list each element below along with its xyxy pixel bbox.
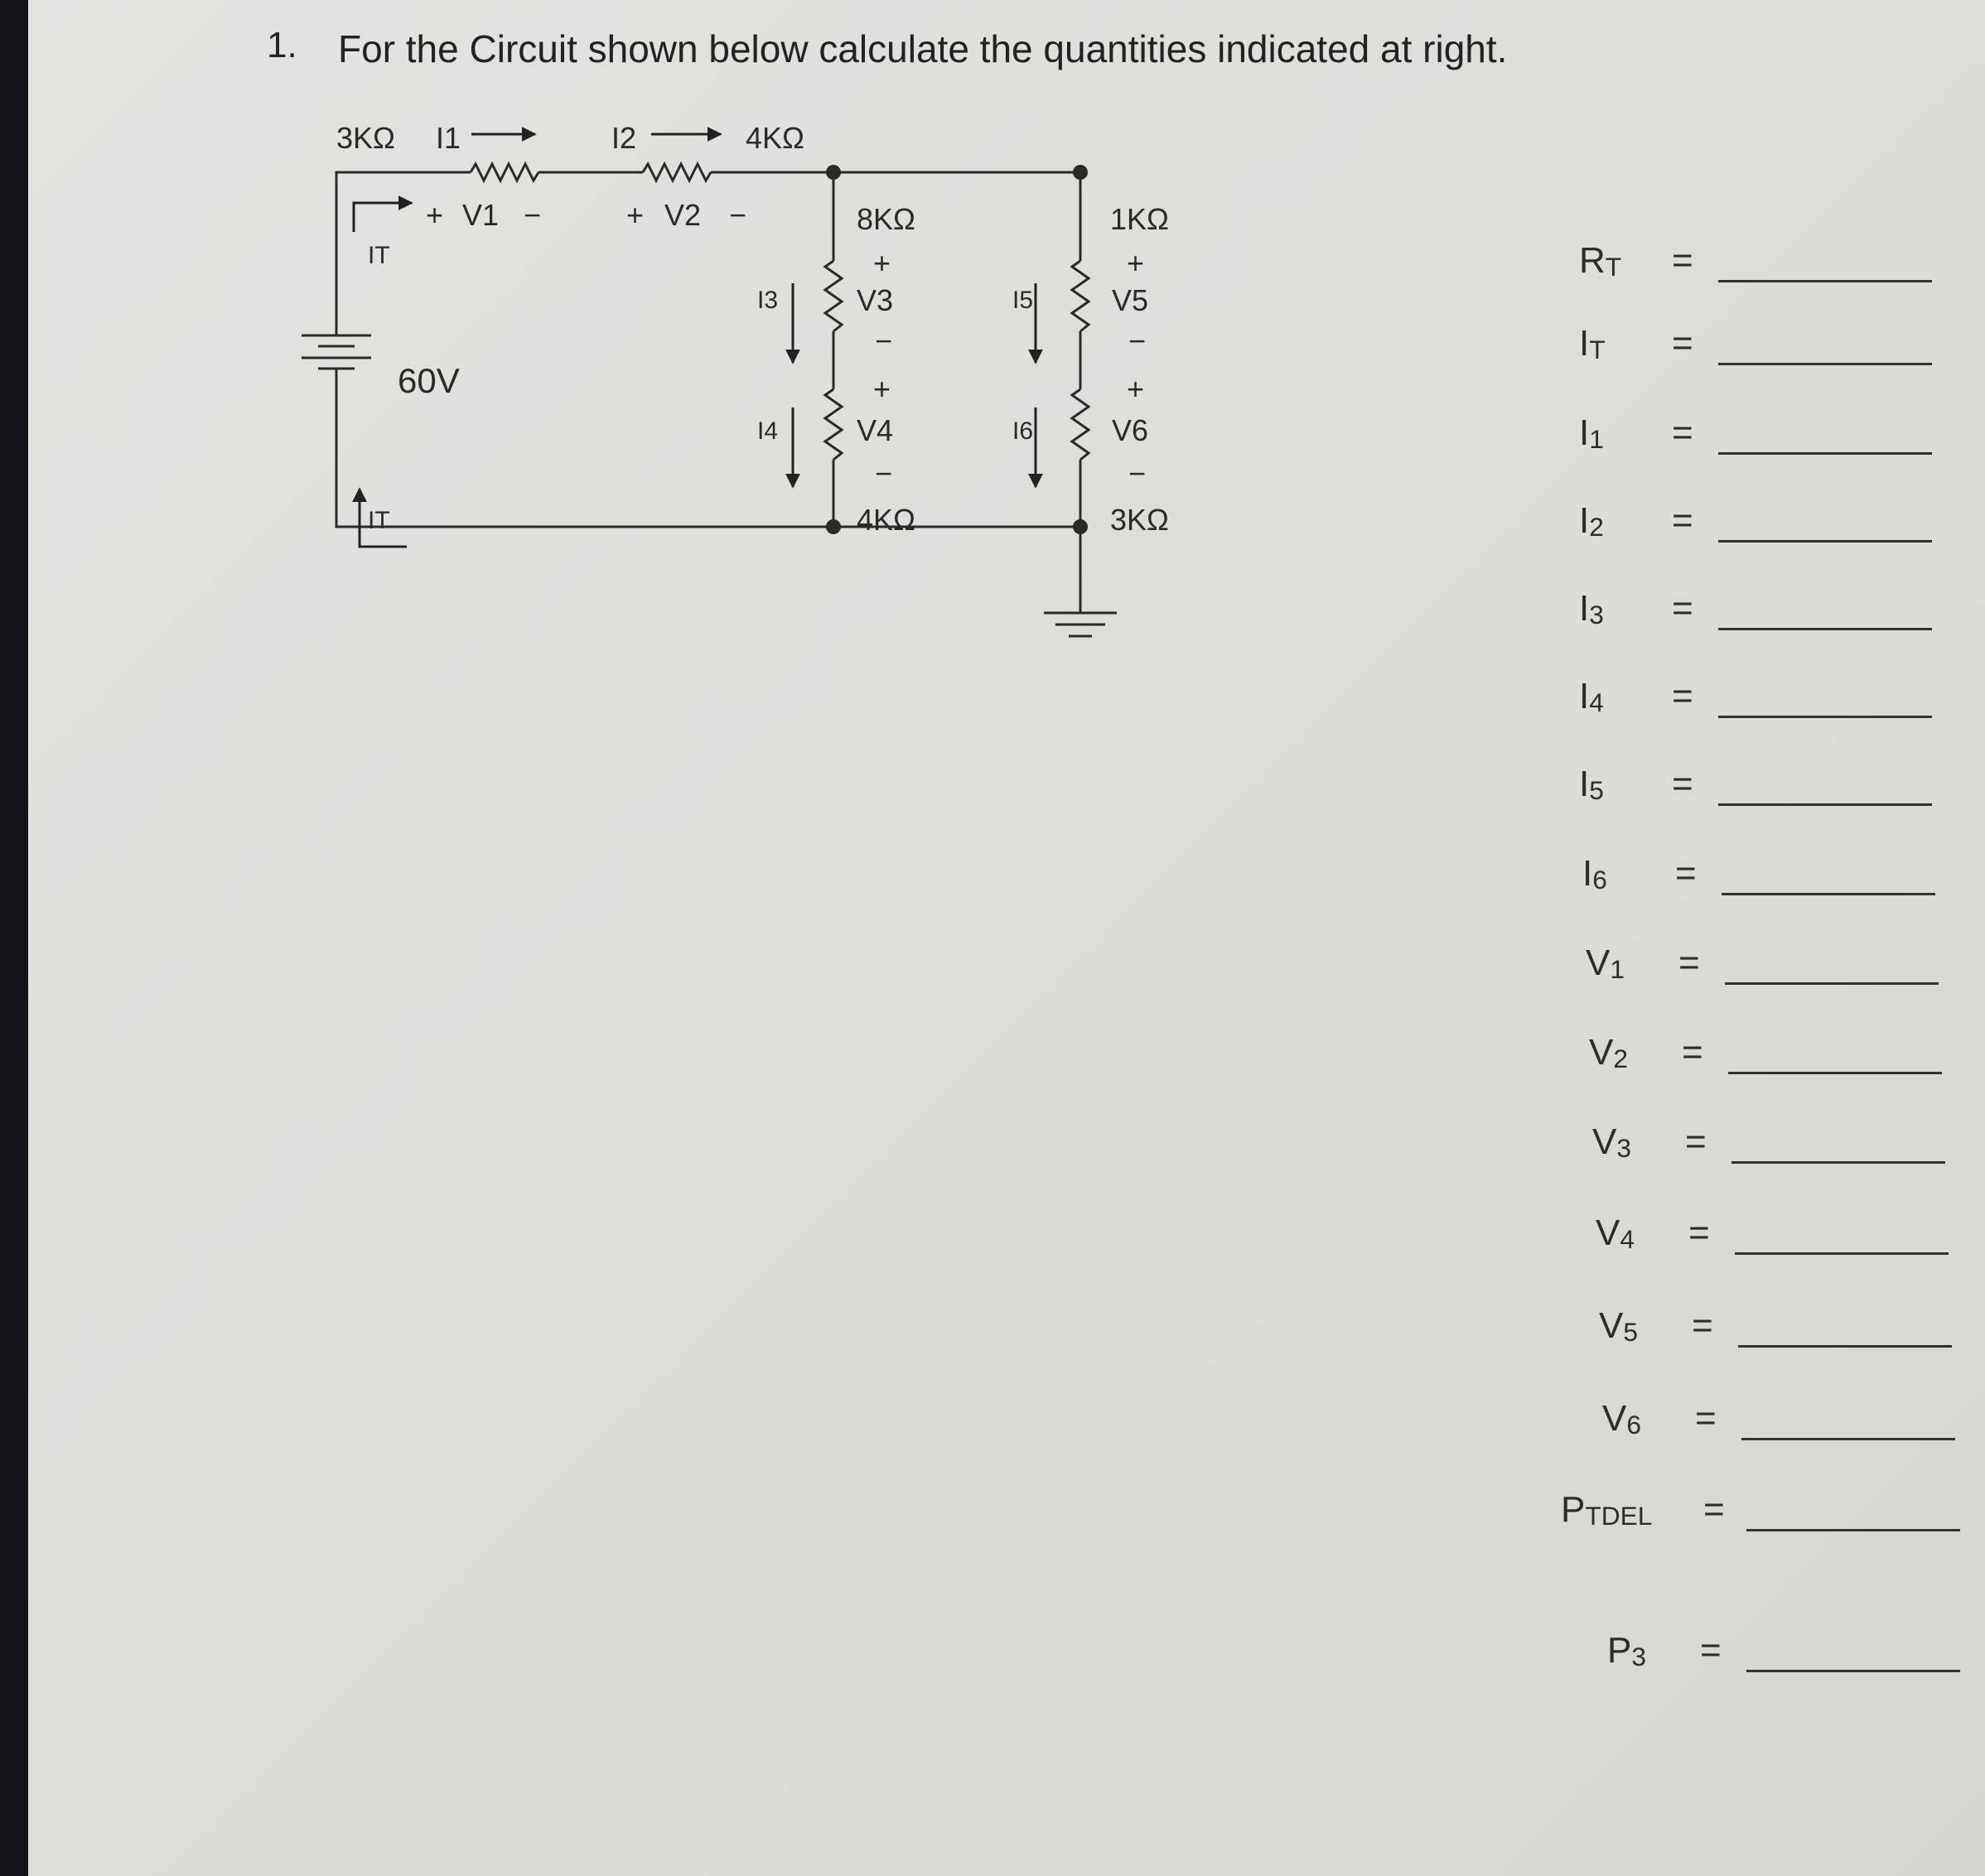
ground-icon — [1044, 613, 1117, 636]
answer-blank[interactable] — [1718, 628, 1932, 630]
resistor-r5 — [1072, 261, 1089, 331]
v4-minus: − — [875, 456, 893, 490]
answer-row-v2 — [1589, 1032, 1962, 1098]
v6-minus: − — [1128, 456, 1147, 490]
equals-sign: = — [1685, 1121, 1707, 1162]
i5-label: I5 — [1012, 287, 1034, 314]
v5-plus: + — [1127, 246, 1145, 280]
answer-blank[interactable] — [1718, 803, 1932, 806]
problem-number: 1. — [267, 25, 297, 65]
arrow-it-top-icon — [354, 203, 412, 232]
r3-value: 8KΩ — [857, 202, 915, 236]
answer-row-i2 — [1579, 500, 1952, 567]
answer-row-v3 — [1592, 1121, 1965, 1188]
answer-blank[interactable] — [1735, 1252, 1949, 1255]
answer-blank[interactable] — [1741, 1438, 1955, 1440]
equals-sign: = — [1695, 1398, 1717, 1439]
v2-label: V2 — [664, 198, 702, 232]
equals-sign: = — [1672, 676, 1693, 716]
resistor-r1 — [471, 164, 539, 181]
r4-value: 4KΩ — [857, 503, 915, 537]
equals-sign: = — [1688, 1213, 1710, 1253]
r6-value: 3KΩ — [1110, 503, 1169, 537]
answer-blank[interactable] — [1718, 280, 1932, 282]
equals-sign: = — [1675, 853, 1697, 894]
r2-value: 4KΩ — [746, 121, 804, 155]
answer-blank[interactable] — [1718, 716, 1932, 718]
answer-blank[interactable] — [1722, 893, 1935, 895]
resistor-r2 — [643, 164, 711, 181]
answer-blank[interactable] — [1731, 1161, 1945, 1164]
answer-label: I2 — [1579, 500, 1604, 542]
answer-label: V1 — [1586, 943, 1625, 984]
answer-row-v4 — [1596, 1213, 1968, 1279]
problem-statement: For the Circuit shown below calculate the quantities indicated at right. — [338, 27, 1508, 70]
answer-label: I3 — [1579, 588, 1604, 629]
v5-minus: − — [1128, 324, 1147, 358]
r1-value: 3KΩ — [336, 121, 395, 155]
worksheet-page — [28, 0, 1985, 1876]
equals-sign: = — [1672, 412, 1693, 453]
answer-blank[interactable] — [1718, 363, 1932, 365]
equals-sign: = — [1672, 240, 1693, 281]
answer-label: I5 — [1579, 764, 1604, 805]
answer-row-v6 — [1602, 1398, 1975, 1464]
answer-row-i6 — [1582, 853, 1955, 919]
answer-blank[interactable] — [1746, 1529, 1960, 1531]
v1-plus: + — [426, 198, 444, 232]
answer-label: RT — [1579, 240, 1622, 282]
v1-label: V1 — [462, 198, 500, 232]
v2-minus: − — [729, 198, 747, 232]
resistor-r4 — [825, 389, 842, 460]
answer-label: V2 — [1589, 1032, 1628, 1073]
it-label-bottom: IT — [368, 507, 390, 534]
v6-label: V6 — [1112, 413, 1149, 447]
answer-row-i5 — [1579, 764, 1952, 830]
v3-plus: + — [873, 246, 891, 280]
equals-sign: = — [1672, 588, 1693, 629]
answer-blank[interactable] — [1746, 1670, 1960, 1672]
junction-bottom-right — [1073, 519, 1088, 534]
answer-row-it — [1579, 323, 1952, 389]
equals-sign: = — [1672, 323, 1693, 364]
answer-blank[interactable] — [1725, 982, 1939, 985]
v6-plus: + — [1127, 372, 1145, 406]
equals-sign: = — [1672, 764, 1693, 804]
i6-label: I6 — [1012, 417, 1034, 445]
answer-label: V4 — [1596, 1213, 1635, 1254]
v3-minus: − — [875, 324, 893, 358]
circuit-diagram — [28, 0, 1354, 712]
answer-row-rt — [1579, 240, 1952, 306]
battery-symbol — [302, 335, 371, 369]
wire-left-top — [336, 172, 471, 335]
equals-sign: = — [1703, 1489, 1725, 1530]
answer-blank[interactable] — [1718, 452, 1932, 455]
equals-sign: = — [1692, 1305, 1713, 1346]
answer-label: PTDEL — [1561, 1489, 1653, 1531]
answer-row-p3 — [1607, 1630, 1980, 1696]
it-label-top: IT — [368, 242, 390, 269]
source-voltage: 60V — [398, 361, 460, 400]
i4-label: I4 — [757, 417, 779, 445]
resistor-r3 — [825, 261, 842, 331]
answer-label: V5 — [1599, 1305, 1638, 1347]
junction-bottom-left — [826, 519, 841, 534]
answer-row-ptdel — [1561, 1489, 1975, 1555]
equals-sign: = — [1682, 1032, 1703, 1073]
junction-top-left — [826, 165, 841, 180]
answer-label: I4 — [1579, 676, 1604, 717]
resistor-r6 — [1072, 389, 1089, 460]
v1-minus: − — [524, 198, 542, 232]
answer-row-i3 — [1579, 588, 1952, 654]
i2-label: I2 — [611, 121, 637, 155]
answer-label: V3 — [1592, 1121, 1631, 1163]
v4-plus: + — [873, 372, 891, 406]
answer-row-i4 — [1579, 676, 1952, 742]
v2-plus: + — [626, 198, 645, 232]
answer-label: I1 — [1579, 412, 1604, 454]
answer-row-v5 — [1599, 1305, 1972, 1372]
v3-label: V3 — [857, 283, 894, 317]
equals-sign: = — [1672, 500, 1693, 541]
junction-top-right — [1073, 165, 1088, 180]
equals-sign: = — [1678, 943, 1700, 983]
answer-label: P3 — [1607, 1630, 1646, 1671]
r5-value: 1KΩ — [1110, 202, 1169, 236]
answer-label: V6 — [1602, 1398, 1641, 1440]
answer-blank[interactable] — [1738, 1345, 1952, 1348]
v5-label: V5 — [1112, 283, 1149, 317]
equals-sign: = — [1700, 1630, 1722, 1671]
i1-label: I1 — [436, 121, 461, 155]
answer-row-v1 — [1586, 943, 1958, 1009]
answer-label: I6 — [1582, 853, 1607, 895]
answer-row-i1 — [1579, 412, 1952, 479]
answer-blank[interactable] — [1728, 1072, 1942, 1074]
i3-label: I3 — [757, 287, 779, 314]
answer-label: IT — [1579, 323, 1606, 364]
v4-label: V4 — [857, 413, 894, 447]
answer-blank[interactable] — [1718, 540, 1932, 543]
